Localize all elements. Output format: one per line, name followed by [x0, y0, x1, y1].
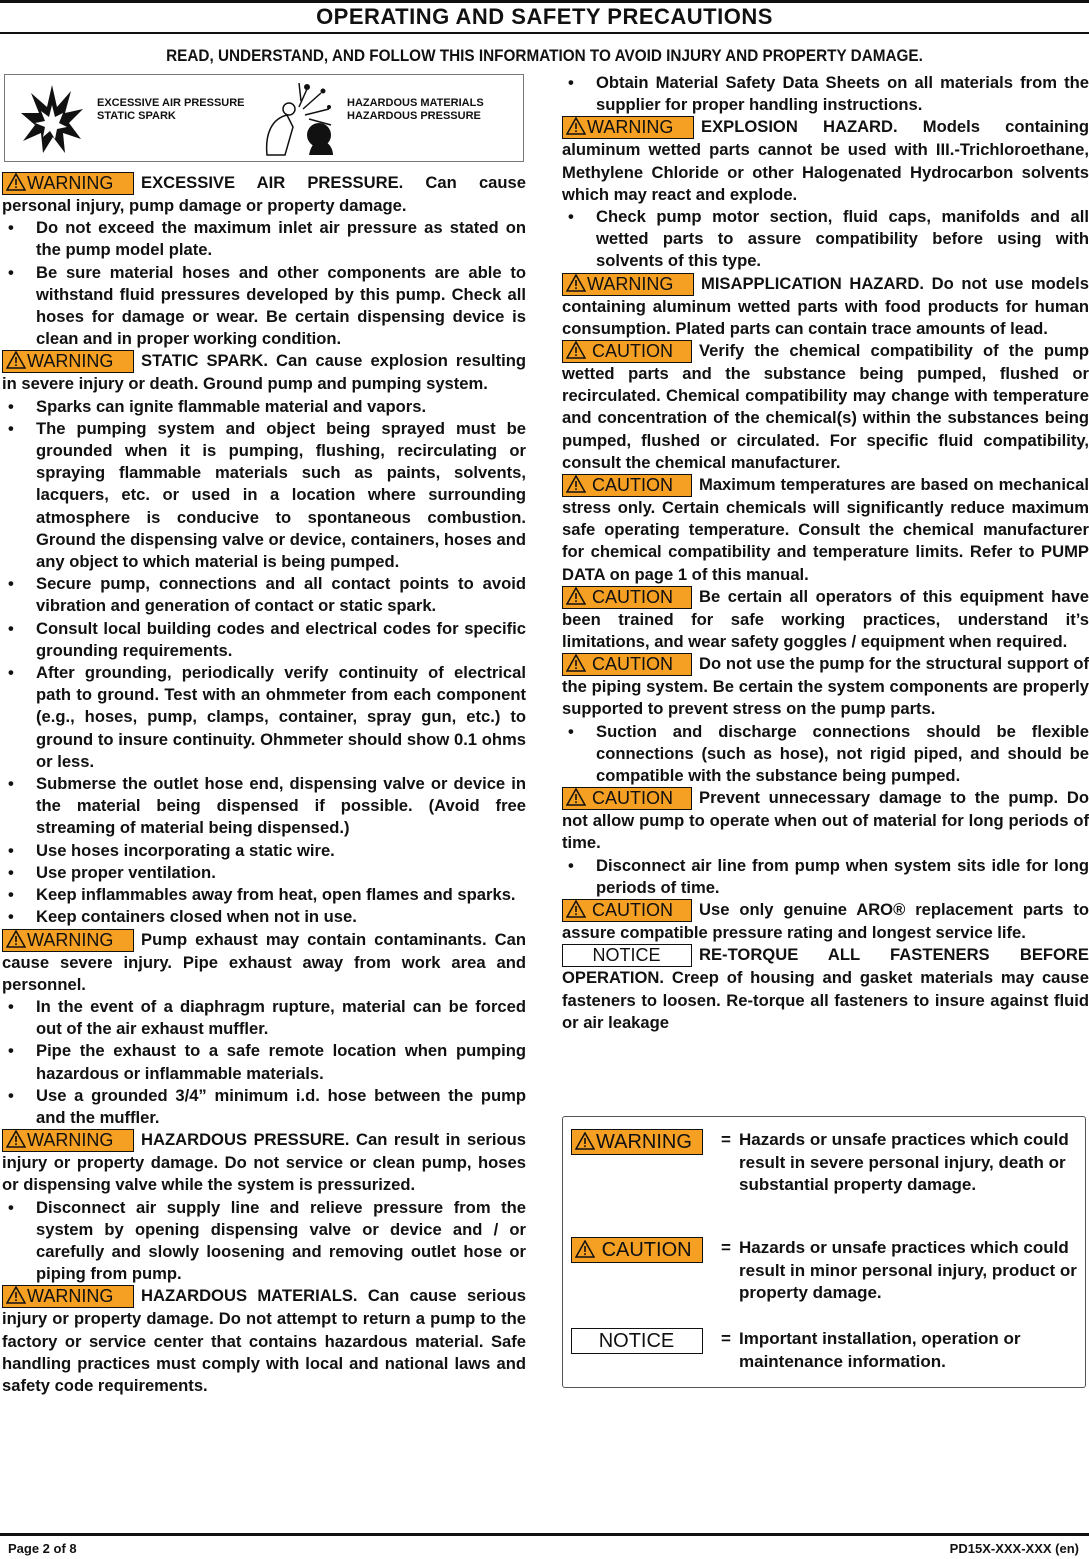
page-title: OPERATING AND SAFETY PRECAUTIONS	[316, 4, 773, 29]
caution-badge: CAUTION	[562, 340, 692, 363]
caution-badge: CAUTION	[562, 474, 692, 497]
warning-static-spark: WARNING STATIC SPARK. Can cause explosion resulting in severe injury or death. Ground pump and pumping system.	[2, 351, 526, 394]
caution-badge: CAUTION	[571, 1237, 703, 1263]
bullet-item: • Pipe the exhaust to a safe remote location when pumping hazardous or inflammable materials.	[8, 1041, 526, 1083]
bullet-item: • Disconnect air supply line and relieve pressure from the system by opening dispensing valve or device and / or carefully and slowly loosening and removing outlet hose or piping from pump.	[8, 1197, 526, 1284]
warning-badge: WARNING	[2, 1129, 134, 1152]
right-column	[562, 72, 1089, 1034]
top-rule	[0, 0, 1089, 3]
bullet-item: • Use hoses incorporating a static wire.	[8, 840, 335, 860]
bullet-item: • Do not exceed the maximum inlet air pressure as stated on the pump model plate.	[8, 218, 526, 260]
alert-triangle-icon	[566, 900, 586, 918]
alert-triangle-icon	[566, 475, 586, 493]
warning-badge: WARNING	[571, 1129, 703, 1155]
page-subtitle: READ, UNDERSTAND, AND FOLLOW THIS INFORMATION TO AVOID INJURY AND PROPERTY DAMAGE.	[166, 46, 923, 65]
warning-exhaust: WARNING Pump exhaust may contain contaminants. Can cause severe injury. Pipe exhaust away from work area and personnel.	[2, 929, 526, 994]
bullet-item: • Suction and discharge connections should be flexible connections (such as hose), not rigid piped, and should be compatible with the substance being pumped.	[568, 721, 1089, 786]
signal-word-legend	[562, 1116, 1086, 1388]
bullet-item: • Be sure material hoses and other components are able to withstand fluid pressures developed by this pump. Check all hoses for damage or wear. Be certain dispensing device is clean and in proper working condition.	[8, 262, 526, 349]
hazard-label-1: EXCESSIVE AIR PRESSURE STATIC SPARK	[97, 97, 245, 122]
bullet-item: • Keep inflammables away from heat, open flames and sparks.	[8, 885, 516, 905]
warning-explosion-hazard: WARNING EXPLOSION HAZARD. Models containing aluminum wetted parts cannot be used with III.-Trichloroethane, Methylene Chloride or other Halogenated Hydrocarbon solvents which may react and explode.	[562, 117, 1089, 204]
alert-triangle-icon	[566, 587, 586, 605]
bullet-item: • Use a grounded 3/4” minimum i.d. hose between the pump and the muffler.	[8, 1085, 526, 1127]
warning-hazardous-pressure: WARNING HAZARDOUS PRESSURE. Can result in serious injury or property damage. Do not service or clean pump, hoses or dispensing valve while the system is pressurized.	[2, 1130, 526, 1195]
hazard-pictogram-box	[4, 74, 524, 162]
alert-triangle-icon	[6, 1130, 26, 1148]
bullet-item: • Check pump motor section, fluid caps, manifolds and all wetted parts to assure compatibility before using with solvents of this type.	[568, 207, 1089, 271]
alert-triangle-icon	[575, 1132, 595, 1150]
left-column	[2, 172, 526, 1397]
warning-badge: WARNING	[2, 350, 134, 373]
warning-badge: WARNING	[2, 929, 134, 952]
caution-badge: CAUTION	[562, 899, 692, 922]
bullet-item: • Consult local building codes and electrical codes for specific grounding requirements.	[8, 618, 526, 660]
notice-badge: NOTICE	[571, 1328, 703, 1354]
bullet-item: • In the event of a diaphragm rupture, material can be forced out of the air exhaust muffler.	[8, 996, 526, 1039]
legend-caution-row: CAUTION = Hazards or unsafe practices which could result in minor personal injury, product or property damage.	[571, 1237, 1077, 1307]
explosion-icon	[19, 83, 85, 155]
alert-triangle-icon	[6, 351, 26, 369]
legend-notice-row: NOTICE = Important installation, operation or maintenance information.	[571, 1328, 1077, 1378]
alert-triangle-icon	[566, 788, 586, 806]
alert-triangle-icon	[566, 341, 586, 359]
alert-triangle-icon	[6, 1286, 26, 1304]
caution-genuine-parts: CAUTION Use only genuine ARO® replacement parts to assure compatible pressure rating and longest service life.	[562, 900, 1089, 943]
warning-misapplication: WARNING MISAPPLICATION HAZARD. Do not use models containing aluminum wetted parts with food products for human consumption. Plated parts can contain trace amounts of lead.	[562, 273, 1089, 338]
caution-chemical-compatibility: CAUTION Verify the chemical compatibility of the pump wetted parts and the substance being pumped, flushed or recirculated. Chemical compatibility may change with temperature and concentration of the chemical(s) within the substances being pumped, flushed or circulated. For specific fluid compatibility, consult the chemical manufacturer.	[562, 341, 1089, 472]
bullet-item: • The pumping system and object being sprayed must be grounded when it is pumping, flushing, recirculating or spraying flammable materials such as paints, solvents, lacquers, etc. or used in a location where surrounding atmosphere is conducive to spontaneous combustion. Ground the dispensing valve or device, containers, hoses and any object to which material is being pumped.	[8, 418, 526, 572]
caution-badge: CAUTION	[562, 653, 692, 676]
caution-structural-support: CAUTION Do not use the pump for the structural support of the piping system. Be certain the system components are properly supported to prevent stress on the pump parts.	[562, 654, 1089, 719]
caution-badge: CAUTION	[562, 787, 692, 810]
page-number: Page 2 of 8	[8, 1541, 77, 1556]
bullet-item: • Sparks can ignite flammable material and vapors.	[8, 396, 427, 416]
title-rule	[0, 32, 1089, 34]
alert-triangle-icon	[6, 173, 26, 191]
bullet-item: • Submerse the outlet hose end, dispensing valve or device in the material being dispensed if possible. (Avoid free streaming of material being dispensed.)	[8, 774, 526, 838]
document-code: PD15X-XXX-XXX (en)	[949, 1541, 1079, 1556]
bullet-item: • Keep containers closed when not in use.	[8, 907, 357, 927]
legend-warning-row: WARNING = Hazards or unsafe practices which could result in severe personal injury, death or substantial property damage.	[571, 1129, 1077, 1199]
alert-triangle-icon	[6, 930, 26, 948]
caution-operator-training: CAUTION Be certain all operators of this equipment have been trained for safe working practices, understand it’s limitations, and wear safety goggles / equipment when required.	[562, 586, 1089, 652]
warning-badge: WARNING	[562, 273, 694, 296]
hazardous-material-icon	[259, 79, 335, 157]
warning-hazardous-materials: WARNING HAZARDOUS MATERIALS. Can cause serious injury or property damage. Do not attempt to return a pump to the factory or service center that contains hazardous material. Safe handling practices must comply with local and national laws and safety code requirements.	[2, 1286, 526, 1395]
bullet-item: • Obtain Material Safety Data Sheets on all materials from the supplier for proper handling instructions.	[568, 73, 1089, 115]
bullet-item: • Secure pump, connections and all contact points to avoid vibration and generation of contact or static spark.	[8, 574, 526, 616]
warning-badge: WARNING	[2, 172, 134, 195]
alert-triangle-icon	[566, 654, 586, 672]
alert-triangle-icon	[566, 117, 586, 135]
notice-badge: NOTICE	[562, 944, 692, 967]
bullet-item: • Use proper ventilation.	[8, 862, 216, 882]
warning-badge: WARNING	[2, 1285, 134, 1308]
caution-pump-damage: CAUTION Prevent unnecessary damage to the pump. Do not allow pump to operate when out of material for long periods of time.	[562, 788, 1089, 853]
warning-badge: WARNING	[562, 116, 694, 139]
footer-rule	[0, 1533, 1089, 1536]
caution-max-temperature: CAUTION Maximum temperatures are based on mechanical stress only. Certain chemicals will significantly reduce maximum safe operating temperature. Consult the chemical manufacturer for chemical compatibility and temperature limits. Refer to PUMP DATA on page 1 of this manual.	[562, 475, 1089, 584]
bullet-item: • After grounding, periodically verify continuity of electrical path to ground. Test with an ohmmeter from each component (e.g., hoses, pump, clamps, container, spray gun, etc.) to ground to insure continuity. Ohmmeter should show 0.1 ohms or less.	[8, 663, 526, 771]
alert-triangle-icon	[566, 274, 586, 292]
warning-air-pressure: WARNING EXCESSIVE AIR PRESSURE. Can cause personal injury, pump damage or property damage.	[2, 173, 526, 215]
bullet-item: • Disconnect air line from pump when system sits idle for long periods of time.	[568, 855, 1089, 897]
alert-triangle-icon	[575, 1240, 595, 1258]
caution-badge: CAUTION	[562, 586, 692, 609]
notice-retorque: NOTICE RE-TORQUE ALL FASTENERS BEFORE OPERATION. Creep of housing and gasket materials may cause fasteners to loosen. Re-torque all fasteners to insure against fluid or air leakage	[562, 945, 1089, 1032]
hazard-label-2: HAZARDOUS MATERIALS HAZARDOUS PRESSURE	[347, 97, 484, 122]
